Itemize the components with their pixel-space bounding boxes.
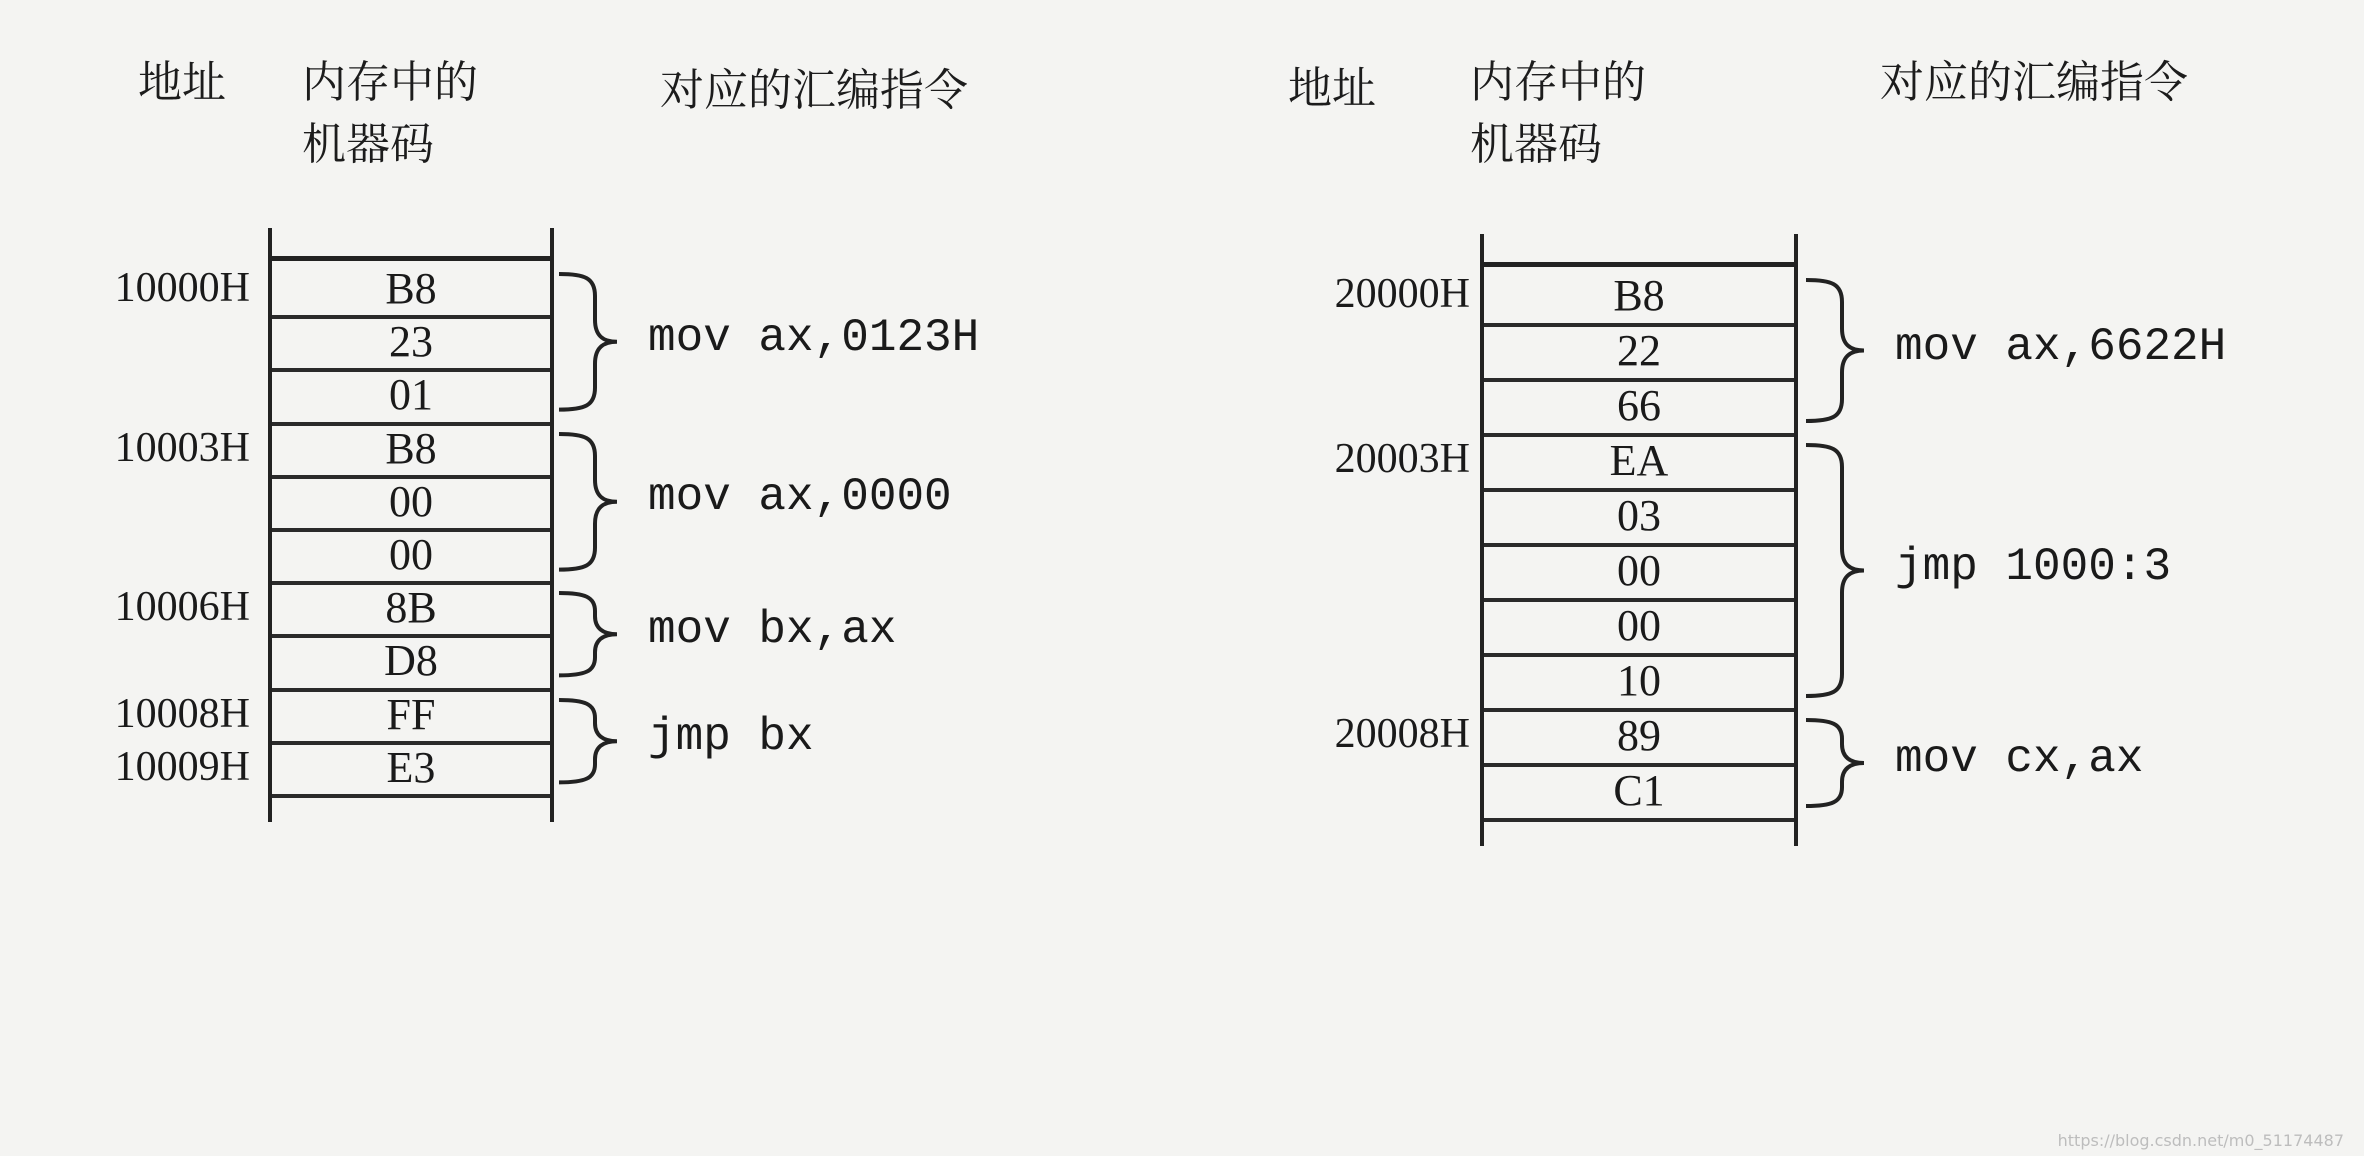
memory-cell: 22 xyxy=(1484,323,1794,382)
address-label: 10003H xyxy=(114,424,250,471)
address-label: 20003H xyxy=(1334,436,1470,482)
address-label: 10008H xyxy=(114,690,250,737)
instruction-brace xyxy=(1802,276,1872,429)
memory-top-line xyxy=(272,256,550,261)
machine-code-header-line1: 内存中的 xyxy=(1470,57,1646,108)
memory-stack xyxy=(1480,234,1798,846)
assembly-instruction: jmp 1000:3 xyxy=(1895,540,2172,593)
memory-cell: 00 xyxy=(272,475,550,532)
watermark: https://blog.csdn.net/m0_51174487 xyxy=(2057,1131,2344,1150)
assembly-header: 对应的汇编指令 xyxy=(1880,57,2188,108)
address-label: 10000H xyxy=(114,265,250,311)
assembly-header: 对应的汇编指令 xyxy=(660,65,968,116)
machine-code-header xyxy=(1470,52,1646,176)
assembly-instruction: mov bx,ax xyxy=(648,604,897,657)
assembly-instruction: jmp bx xyxy=(648,710,814,763)
memory-cell: E3 xyxy=(272,741,550,798)
memory-cell: 00 xyxy=(272,528,550,585)
memory-cell: 01 xyxy=(272,368,550,425)
memory-cell: C1 xyxy=(1484,763,1794,822)
assembly-instruction: mov cx,ax xyxy=(1895,733,2144,785)
address-label: 20008H xyxy=(1334,711,1470,757)
memory-cell: 10 xyxy=(1484,653,1794,712)
memory-cell: 03 xyxy=(1484,488,1794,547)
memory-cell: FF xyxy=(272,688,550,745)
instruction-brace xyxy=(555,270,625,418)
memory-cell: D8 xyxy=(272,634,550,691)
memory-cell: B8 xyxy=(272,262,550,319)
memory-cell: 66 xyxy=(1484,378,1794,437)
assembly-instruction: mov ax,6622H xyxy=(1895,320,2227,373)
assembly-instruction: mov ax,0000 xyxy=(648,471,952,524)
machine-code-header-line2: 机器码 xyxy=(302,119,434,170)
machine-code-header-line2: 机器码 xyxy=(1470,119,1602,170)
instruction-brace xyxy=(1802,441,1872,704)
memory-cell: 00 xyxy=(1484,543,1794,602)
memory-cell: 00 xyxy=(1484,598,1794,657)
machine-code-header-line1: 内存中的 xyxy=(302,57,478,108)
memory-cell: B8 xyxy=(272,422,550,479)
assembly-instruction: mov ax,0123H xyxy=(648,311,980,364)
address-label: 10009H xyxy=(114,743,250,790)
memory-cell: B8 xyxy=(1484,268,1794,327)
instruction-brace xyxy=(1802,716,1872,814)
right-memory-diagram xyxy=(1180,0,2364,1156)
instruction-brace xyxy=(555,696,625,790)
machine-code-header xyxy=(302,52,478,176)
memory-cell: 23 xyxy=(272,315,550,372)
memory-stack xyxy=(268,228,554,822)
address-header: 地址 xyxy=(138,57,226,108)
memory-top-line xyxy=(1484,262,1794,267)
address-label: 20000H xyxy=(1334,271,1470,317)
left-memory-diagram xyxy=(0,0,1180,1156)
memory-cell: EA xyxy=(1484,433,1794,492)
address-label: 10006H xyxy=(114,584,250,631)
instruction-brace xyxy=(555,589,625,683)
memory-cell: 89 xyxy=(1484,708,1794,767)
instruction-brace xyxy=(555,430,625,578)
memory-cell: 8B xyxy=(272,581,550,638)
address-header: 地址 xyxy=(1288,63,1376,114)
